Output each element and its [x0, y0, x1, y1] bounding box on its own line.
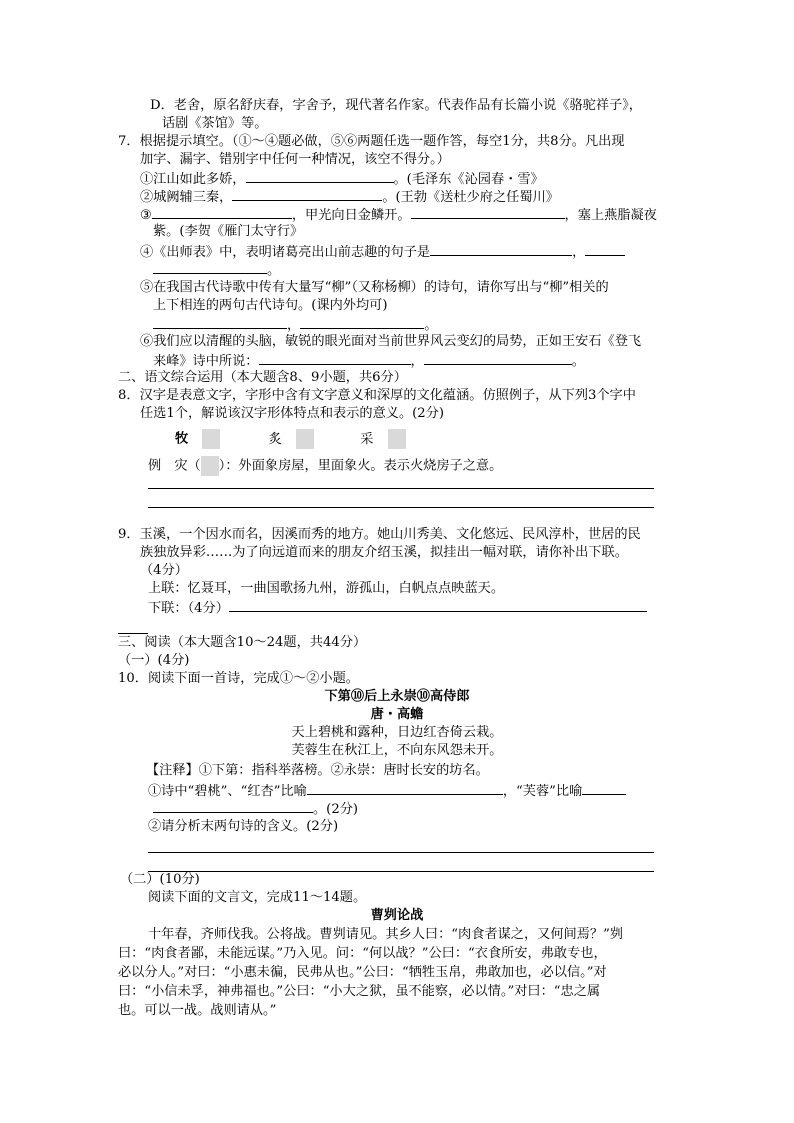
ancient-glyph-cai-icon	[388, 429, 406, 449]
q7-item5-blank2[interactable]	[300, 315, 424, 329]
passage-line3: 必以分人。”对曰：“小惠未徧，民弗从也。”公曰：“牺牲玉帛，弗敢加也，必以信。”对	[118, 965, 607, 980]
option-d-line2: 话剧《茶馆》等。	[162, 116, 268, 131]
q10-sub1-blank1[interactable]	[307, 781, 503, 795]
q8-example-text-b: ）：外面象房屋，里面象火。表示火烧房子之意。	[218, 458, 503, 474]
q7-item4-blank3[interactable]	[153, 260, 267, 274]
q7-item6-blank2[interactable]	[424, 351, 572, 365]
q7-item6-line1: ⑥我们应以清醒的头脑，敏锐的眼光面对当前世界风云变幻的局势，正如王安石《登飞	[140, 334, 642, 349]
q9-stem-line2: 族独放异彩……为了向远道而来的朋友介绍玉溪，拟挂出一幅对联，请你补出下联。	[140, 545, 628, 560]
part2-heading: （二）(10分)	[120, 872, 200, 887]
q7-item3-text-c: ，塞上燕脂凝夜	[564, 208, 657, 223]
q7-item2	[140, 187, 559, 207]
q7-item1-text-b: 。(毛泽东《沁园春・雪》	[393, 172, 544, 187]
q9-answer-blank[interactable]	[229, 598, 647, 612]
char-cai: 采	[360, 431, 374, 447]
passage-line1: 十年春，齐师伐我。公将战。曹刿请见。其乡人曰：“肉食者谋之，又何间焉？”刿	[148, 927, 624, 942]
q7-item5-text-d: 。	[424, 318, 438, 333]
part2-intro: 阅读下面的文言文，完成11～14题。	[148, 890, 367, 905]
q7-item3-blank1[interactable]	[152, 205, 292, 219]
q8-example-text-a: 例 灾（	[148, 458, 201, 474]
char-zhi: 炙	[268, 431, 282, 447]
q7-item4-text-b: ，	[572, 245, 586, 260]
poem-author: 唐・高蟾	[370, 707, 424, 722]
q7-stem-line1: 7．根据提示填空。（①～④题必做，⑤⑥两题任选一题作答，每空1分，共8分。凡出现	[118, 134, 625, 149]
q7-item4-blank1[interactable]	[430, 242, 572, 256]
q7-item2-text-b: 。(王勃《送杜少府之任蜀川》	[382, 190, 559, 205]
q10-sub1-line2	[153, 799, 358, 819]
q7-item3-text-b: ，甲光向日金鳞开。	[291, 208, 411, 223]
q8-stem-line1: 8．汉字是表意文字，字形中含有文字意义和深厚的文化蕴涵。仿照例子，从下列3个字中	[118, 388, 636, 403]
q7-stem-line2: 加字、漏字、错别字中任何一种情况，该空不得分。）	[140, 152, 450, 167]
q7-item6-text-b: 来峰》诗中所说：	[153, 354, 259, 369]
q7-item3-text-a: ③	[140, 208, 152, 223]
q10-answer-line2[interactable]	[148, 871, 654, 872]
poem-line2: 芙蓉生在秋江上，不向东风怨未开。	[291, 743, 503, 758]
q10-answer-line1[interactable]	[148, 852, 654, 853]
q7-item5-line2: 上下相连的两句古代诗句。(课内外均可)	[153, 298, 388, 313]
q7-item3	[140, 205, 657, 225]
q7-item1	[140, 169, 544, 189]
q7-item4	[140, 242, 625, 262]
q9-stem-line1: 9．玉溪，一个因水而名，因溪而秀的地方。她山川秀美、文化悠远、民风淳朴，世居的民	[118, 527, 641, 542]
poem-title: 下第⑩后上永崇⑩高侍郎	[324, 689, 470, 704]
q7-item4-line2	[153, 260, 280, 280]
poem-line1: 天上碧桃和露种，日边红杏倚云栽。	[291, 725, 503, 740]
q8-answer-line2[interactable]	[148, 507, 654, 508]
q10-sub1	[148, 781, 626, 801]
q7-item3-line2: 紫。(李贺《雁门太守行》	[153, 224, 304, 239]
poem-note: 【注释】①下第：指科举落榜。②永崇：唐时长安的坊名。	[146, 763, 489, 778]
q8-answer-line1[interactable]	[148, 488, 654, 489]
q10-sub1-blank3[interactable]	[153, 799, 313, 813]
q10-sub1-text-c: 。(2分)	[313, 802, 359, 817]
passage-line5: 也。可以一战。战则请从。”	[118, 1003, 277, 1018]
q7-item6-text-c: ，	[410, 354, 424, 369]
passage-title: 曹刿论战	[370, 908, 424, 923]
q8-example	[148, 456, 502, 476]
q7-item2-text-a: ②城阙辅三秦，	[140, 190, 233, 205]
q7-item6-line2	[153, 351, 585, 371]
q9-lower-label: 下联：（4分）	[148, 601, 229, 616]
q7-item4-text-a: ④《出师表》中，表明诸葛亮出山前志趣的句子是	[140, 245, 431, 260]
q7-item5-text-c: ，	[287, 318, 301, 333]
q8-characters	[175, 429, 406, 449]
option-d-line1: D．老舍，原名舒庆春，字舍予，现代著名作家。代表作品有长篇小说《骆驼祥子》，	[150, 98, 642, 113]
q9-lower-couplet	[148, 598, 647, 618]
q7-item1-blank[interactable]	[246, 169, 394, 183]
ancient-glyph-zai-icon	[201, 456, 219, 476]
q8-stem-line2: 任选1个，解说该汉字形体特点和表示的意义。(2分)	[140, 406, 445, 421]
q10-sub1-blank2[interactable]	[582, 781, 626, 795]
ancient-glyph-zhi-icon	[296, 429, 314, 449]
section3-heading: 三、阅读（本大题含10～24题，共44分）	[118, 635, 367, 650]
q7-item4-blank2[interactable]	[585, 242, 625, 256]
q7-item5-line1: ⑤在我国古代诗歌中传有大量写“柳”（又称杨柳）的诗句，请你写出与“柳”相关的	[140, 280, 609, 295]
passage-line4: 曰：“小信未孚，神弗福也。”公曰：“小大之狱，虽不能察，必以情。”对曰：“忠之属	[118, 984, 601, 999]
ancient-glyph-mu-icon	[202, 429, 220, 449]
q7-item5-blank1[interactable]	[153, 315, 287, 329]
q7-item6-blank1[interactable]	[259, 351, 411, 365]
part1-heading: （一）(4分)	[118, 653, 190, 668]
q7-item3-blank2[interactable]	[411, 205, 565, 219]
q7-item6-text-d: 。	[571, 354, 585, 369]
char-mu: 牧	[175, 431, 189, 447]
section2-heading: 二、语文综合运用（本大题含8、9小题，共6分）	[118, 370, 407, 385]
q10-stem: 10．阅读下面一首诗，完成①～②小题。	[118, 671, 359, 686]
q9-stem-line3: （4分）	[140, 563, 188, 578]
q10-sub2: ②请分析末两句诗的含义。(2分)	[148, 819, 339, 834]
q7-item2-blank[interactable]	[232, 187, 382, 201]
q9-upper-couplet: 上联：忆聂耳，一曲国歌扬九州，游孤山，白帆点点映蓝天。	[148, 581, 505, 596]
q10-sub1-text-a: ①诗中“碧桃”、“红杏”比喻	[148, 784, 307, 799]
q7-item1-text-a: ①江山如此多娇，	[140, 172, 246, 187]
q7-item5-line3	[153, 315, 437, 335]
q7-item4-text-c: 。	[267, 263, 281, 278]
q10-sub1-text-b: ，“芙蓉”比喻	[502, 784, 583, 799]
passage-line2: 曰：“肉食者鄙，未能远谋。”乃入见。问：“何以战？”公曰：“衣食所安，弗敢专也，	[118, 946, 607, 961]
